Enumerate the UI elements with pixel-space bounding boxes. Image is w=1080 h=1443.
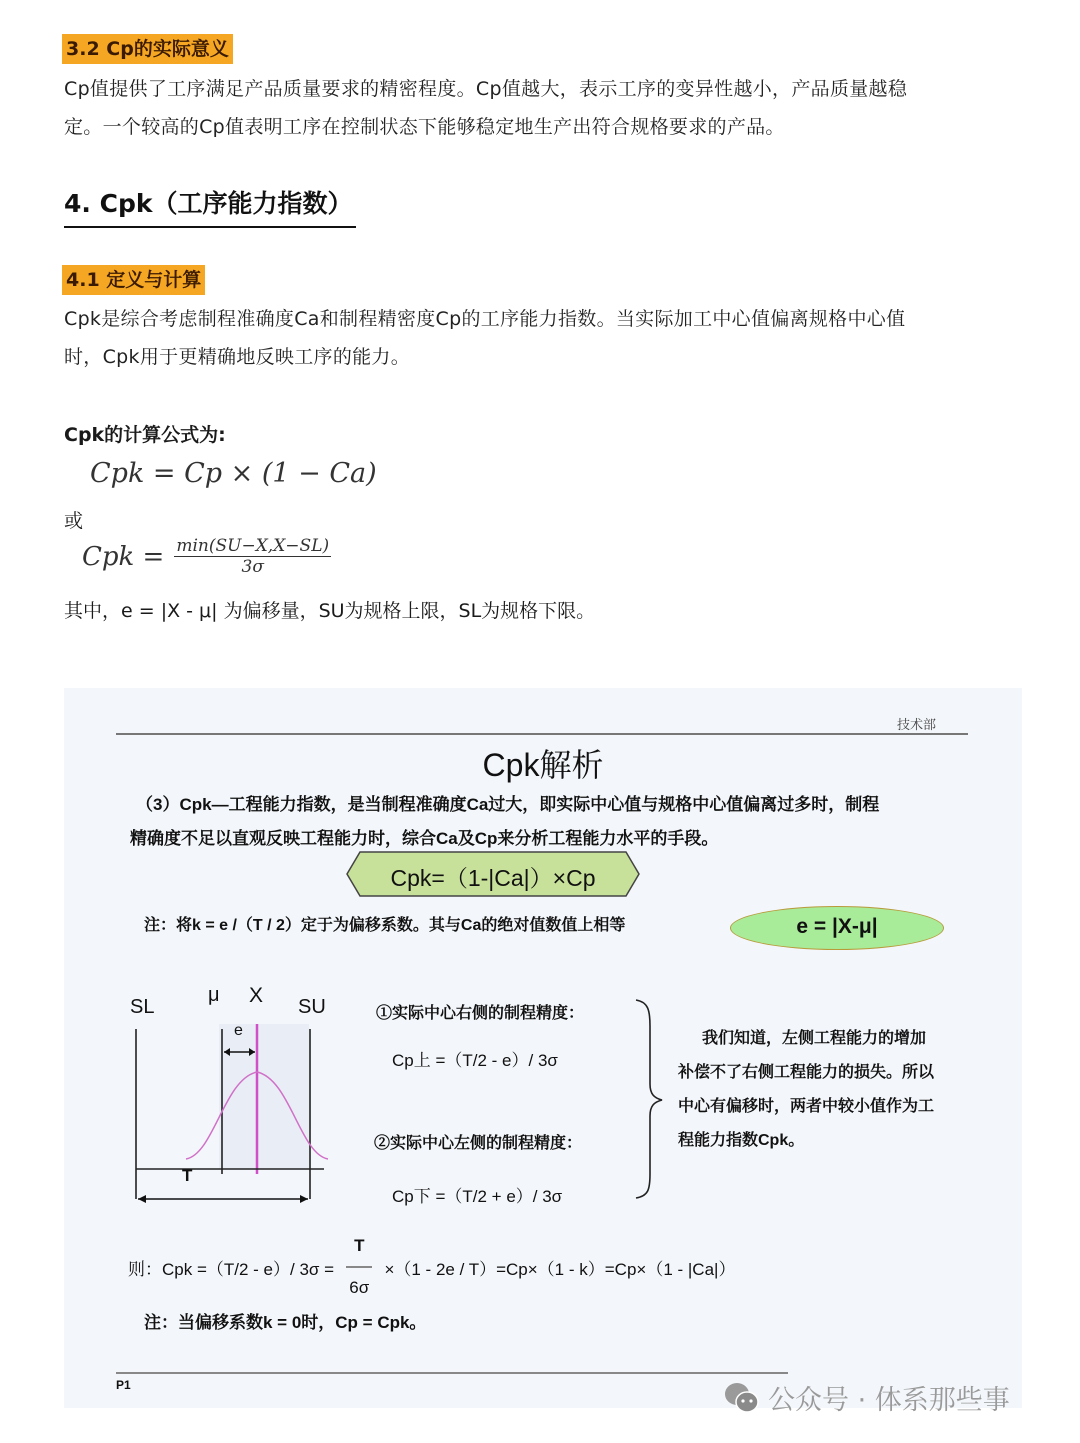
derivation-prefix: 则：Cpk =（T/2 - e）/ 3σ = xyxy=(128,1259,335,1279)
formula-cpk-min xyxy=(82,536,331,577)
e-formula-text: e = |X-μ| xyxy=(796,915,878,938)
formula-label: Cpk的计算公式为: xyxy=(64,424,226,446)
paragraph-line: 时，Cpk用于更精确地反映工序的能力。 xyxy=(64,346,411,368)
label-x: X xyxy=(249,984,264,1007)
formula-denominator: 3σ xyxy=(241,557,264,577)
explanation-line: 程能力指数Cpk。 xyxy=(678,1132,805,1149)
paragraph-line: Cpk是综合考虑制程准确度Ca和制程精密度Cp的工序能力指数。当实际加工中心值偏离规格中心值 xyxy=(64,308,906,330)
paragraph-line: 定。一个较高的Cp值表明工序在控制状态下能够稳定地生产出符合规格要求的产品。 xyxy=(64,116,785,138)
distribution-diagram xyxy=(124,984,364,1214)
label-t: T xyxy=(182,1166,193,1185)
curly-brace-icon xyxy=(632,996,668,1202)
embedded-slide xyxy=(64,688,1022,1408)
paragraph-line: Cp值提供了工序满足产品质量要求的精密程度。Cp值越大，表示工序的变异性越小，产品质量越稳 xyxy=(64,78,908,100)
watermark-text: 公众号 · 体系那些事 xyxy=(768,1385,1010,1416)
note-offset-coefficient: 注：将k = e /（T / 2）定于为偏移系数。其与Ca的绝对值数值上相等 xyxy=(144,917,626,934)
slide-title: Cpk解析 xyxy=(482,747,604,783)
section-heading-3-2: 3.2 Cp的实际意义 xyxy=(62,34,233,64)
derivation-denominator: 6σ xyxy=(349,1278,370,1297)
e-formula-ellipse xyxy=(730,906,944,950)
section-heading-4: 4. Cpk（工序能力指数） xyxy=(64,184,356,228)
derivation-numerator: T xyxy=(346,1234,372,1268)
right-side-precision-title: ①实际中心右侧的制程精度： xyxy=(376,1005,585,1022)
header-divider xyxy=(116,733,968,735)
explanation-line: 中心有偏移时，两者中较小值作为工 xyxy=(678,1098,935,1115)
derivation-formula xyxy=(128,1234,735,1300)
wechat-icon xyxy=(724,1381,760,1415)
dept-label: 技术部 xyxy=(896,717,936,732)
explanation-line: 补偿不了右侧工程能力的损失。所以 xyxy=(678,1064,935,1081)
slide-intro-line2: 精确度不足以直观反映工程能力时，综合Ca及Cp来分析工程能力水平的手段。 xyxy=(130,829,719,848)
derivation-suffix: ×（1 - 2e / T）=Cp×（1 - k）=Cp×（1 - |Ca|） xyxy=(384,1259,736,1279)
explanation-text xyxy=(678,1022,998,1158)
paragraph-cp-meaning xyxy=(64,70,1044,146)
note-k-zero: 注：当偏移系数k = 0时，Cp = Cpk。 xyxy=(144,1313,427,1332)
normal-curve-diagram xyxy=(124,984,364,1214)
watermark xyxy=(724,1378,1010,1417)
main-formula-box xyxy=(346,851,640,897)
main-formula-text: Cpk=（1-|Ca|）×Cp xyxy=(390,865,596,891)
cp-lower-formula: Cp下 =（T/2 + e）/ 3σ xyxy=(392,1187,563,1206)
slide-intro-line1: （3）Cpk—工程能力指数，是当制程准确度Ca过大，即实际中心值与规格中心值偏离过多时，制程 xyxy=(136,795,880,814)
label-sl: SL xyxy=(130,996,155,1018)
explanation-line: 我们知道，左侧工程能力的增加 xyxy=(702,1030,927,1047)
paragraph-cpk-definition xyxy=(64,300,1044,376)
formula-cpk-ca: Cpk = Cp × (1 − Ca) xyxy=(90,458,377,489)
page-number: P1 xyxy=(116,1378,131,1392)
section-heading-4-1: 4.1 定义与计算 xyxy=(62,265,205,295)
footer-divider xyxy=(116,1372,788,1374)
cp-upper-formula: Cp上 =（T/2 - e）/ 3σ xyxy=(392,1051,558,1070)
left-side-precision-title: ②实际中心左侧的制程精度： xyxy=(374,1135,583,1152)
formula-numerator: min(SU−X,X−SL) xyxy=(176,536,330,556)
label-e: e xyxy=(234,1022,243,1039)
formula-lhs: Cpk = xyxy=(82,541,165,572)
or-text: 或 xyxy=(64,510,84,532)
label-mu: μ xyxy=(208,984,220,1006)
where-text: 其中，e = |X - μ| 为偏移量，SU为规格上限，SL为规格下限。 xyxy=(64,600,596,622)
label-su: SU xyxy=(298,996,326,1018)
